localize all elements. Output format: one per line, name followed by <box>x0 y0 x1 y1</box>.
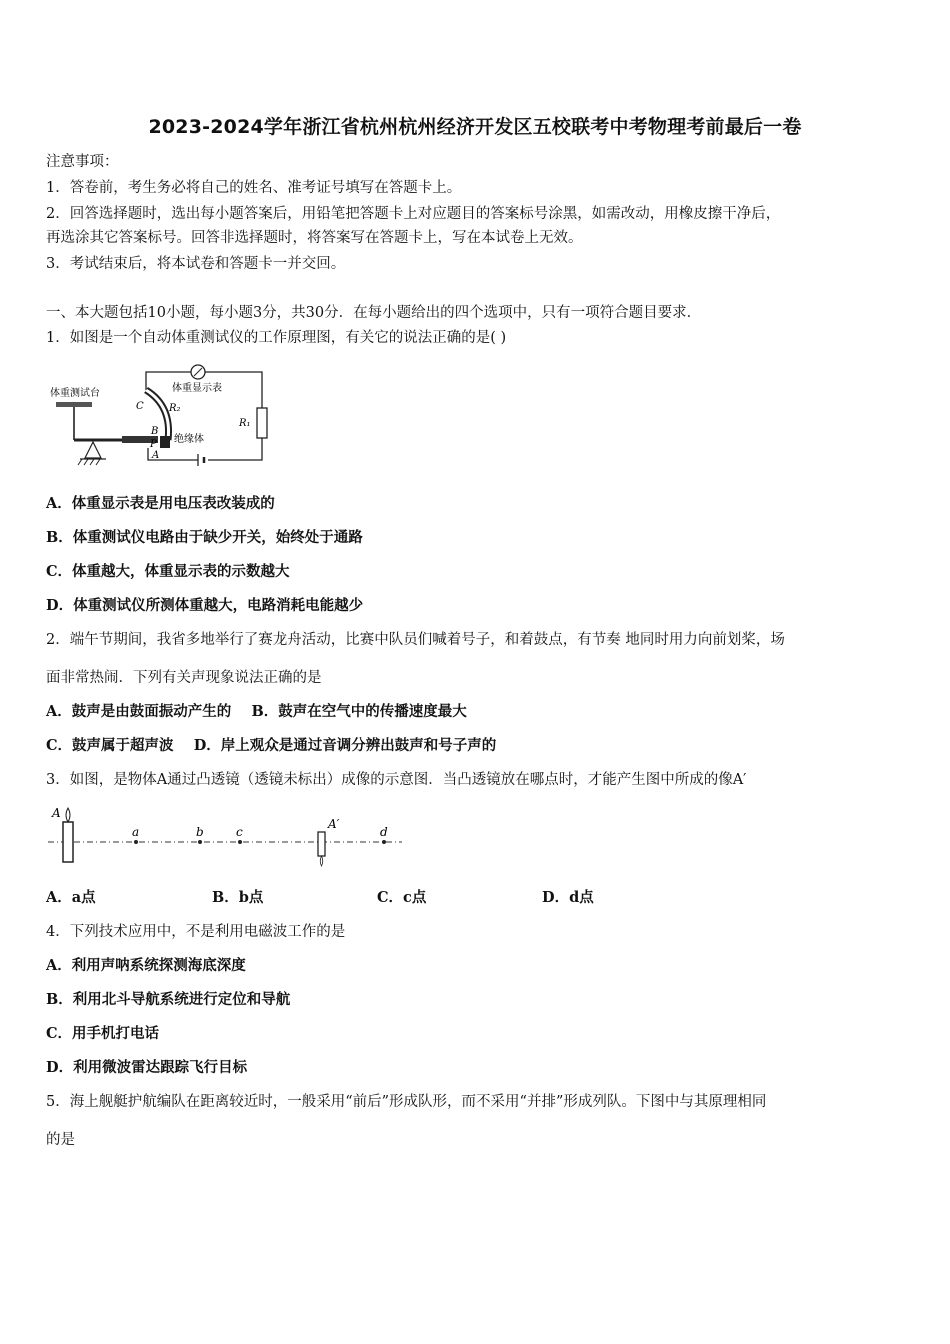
question-2-stem: 2．端午节期间，我省多地举行了赛龙舟活动，比赛中队员们喊着号子，和着鼓点，有节奏 地同时用力向前划桨，场 <box>46 632 785 648</box>
question-1-stem: 1．如图是一个自动体重测试仪的工作原理图，有关它的说法正确的是( ) <box>46 330 507 346</box>
notice-item: 再选涂其它答案标号。回答非选择题时，将答案写在答题卡上，写在本试卷上无效。 <box>46 230 583 246</box>
r1-label: R₁ <box>239 418 251 429</box>
q1-option-b: B．体重测试仪电路由于缺少开关，始终处于通路 <box>46 529 363 546</box>
question-2-stem-cont: 面非常热闹．下列有关声现象说法正确的是 <box>46 670 322 686</box>
q3-option-c: C．c点 <box>377 889 427 906</box>
q3-option-b: B．b点 <box>212 889 264 906</box>
section-heading: 一、本大题包括10小题，每小题3分，共30分．在每小题给出的四个选项中，只有一项符合题目要求． <box>46 305 702 321</box>
q2-options-cd: C．鼓声属于超声波 D．岸上观众是通过音调分辨出鼓声和号子声的 <box>46 737 497 754</box>
object-label: A <box>52 806 61 820</box>
q2-options-ab: A．鼓声是由鼓面振动产生的 B．鼓声在空气中的传播速度最大 <box>46 703 467 720</box>
notice-item: 3．考试结束后，将本试卷和答题卡一并交回。 <box>46 256 346 272</box>
notice-item: 1．答卷前，考生务必将自己的姓名、准考证号填写在答题卡上。 <box>46 180 462 196</box>
r2-label: R₂ <box>169 403 181 414</box>
test-platform <box>56 402 92 407</box>
question-3-stem: 3．如图，是物体A通过凸透镜（透镜未标出）成像的示意图．当凸透镜放在哪点时，才能产生图中所成的像A′ <box>46 772 747 788</box>
question-5-stem-cont: 的是 <box>46 1132 75 1148</box>
question-5-stem: 5．海上舰艇护航编队在距离较近时，一般采用“前后”形成队形，而不采用“并排”形成列队。下图中与其原理相同 <box>46 1094 767 1110</box>
point-a-label: a <box>132 825 140 839</box>
resistor-r1 <box>257 408 267 438</box>
point-d-label: d <box>380 825 388 839</box>
q4-option-a: A．利用声呐系统探测海底深度 <box>46 957 246 974</box>
notice-item: 2．回答选择题时，选出每小题答案后，用铅笔把答题卡上对应题目的答案标号涂黑，如需改动，用橡皮擦干净后， <box>46 206 781 222</box>
q4-option-c: C．用手机打电话 <box>46 1025 160 1042</box>
lens-image-figure <box>46 800 406 868</box>
image-label: A′ <box>328 817 340 831</box>
q1-option-c: C．体重越大，体重显示表的示数越大 <box>46 563 290 580</box>
image-candle <box>318 832 325 856</box>
b-label: B <box>151 426 159 437</box>
a-label: A <box>152 450 160 461</box>
weight-tester-circuit-figure <box>48 362 280 474</box>
point-b-label: b <box>196 825 204 839</box>
c-label: C <box>136 401 144 412</box>
q4-option-d: D．利用微波雷达跟踪飞行目标 <box>46 1059 248 1076</box>
q1-option-d: D．体重测试仪所测体重越大，电路消耗电能越少 <box>46 597 364 614</box>
q4-option-b: B．利用北斗导航系统进行定位和导航 <box>46 991 291 1008</box>
page-title: 2023-2024学年浙江省杭州杭州经济开发区五校联考中考物理考前最后一卷 <box>148 116 802 138</box>
q3-option-a: A．a点 <box>46 889 96 906</box>
q1-option-a: A．体重显示表是用电压表改装成的 <box>46 495 275 512</box>
q3-option-d: D．d点 <box>542 889 594 906</box>
notice-heading: 注意事项： <box>46 154 119 170</box>
point-c-label: c <box>236 825 243 839</box>
platform-label: 体重测试台 <box>50 388 100 399</box>
question-4-stem: 4．下列技术应用中，不是利用电磁波工作的是 <box>46 924 346 940</box>
p-label: P <box>150 439 157 450</box>
insulator-label: 绝缘体 <box>174 434 204 445</box>
display-label: 体重显示表 <box>172 383 222 394</box>
object-candle <box>63 822 73 862</box>
